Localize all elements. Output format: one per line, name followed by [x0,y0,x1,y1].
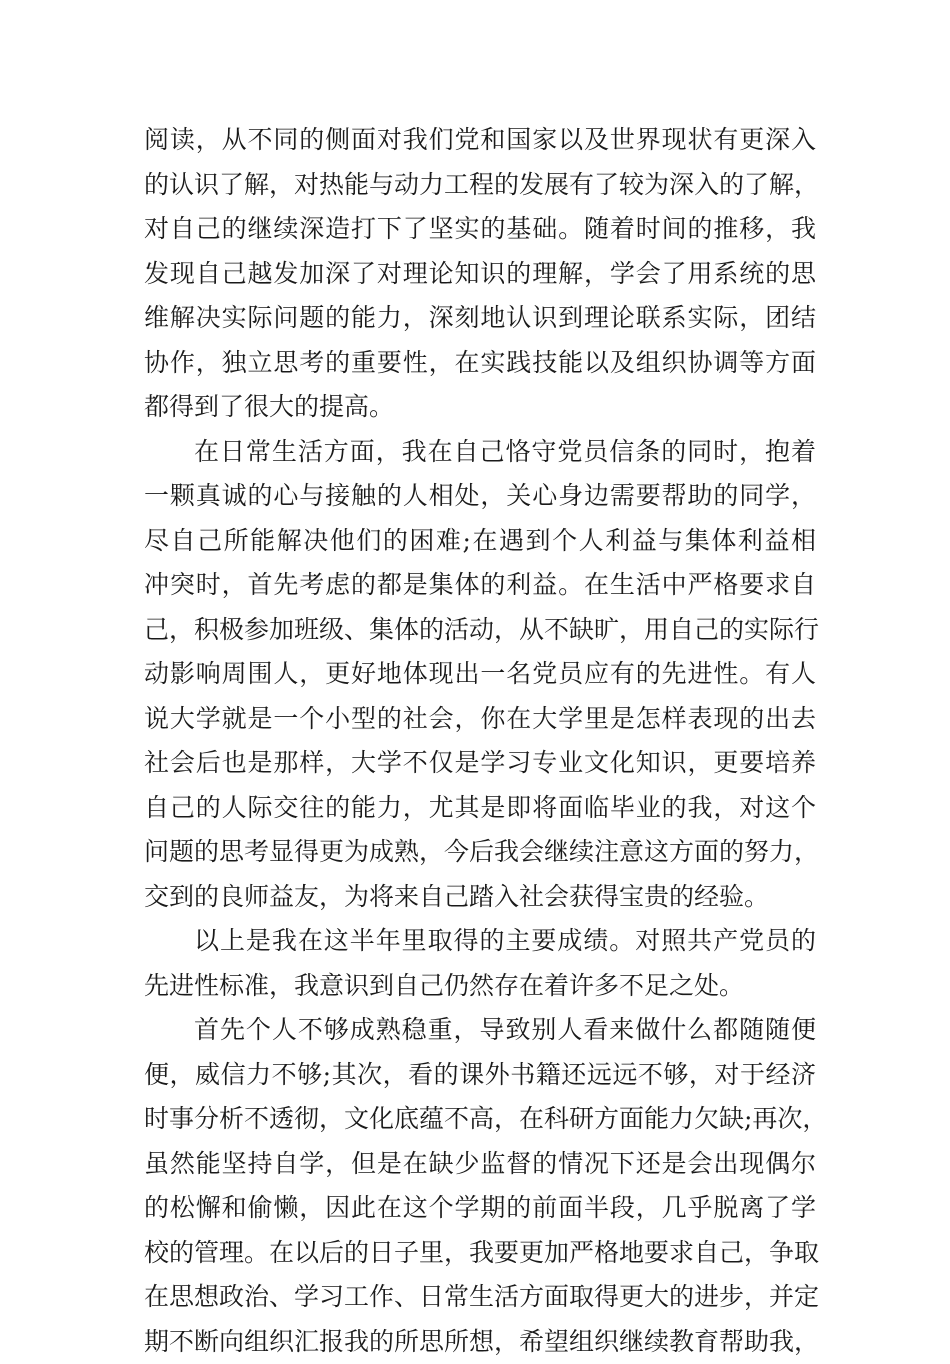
text-line: 对自己的继续深造打下了坚实的基础。随着时间的推移，我 [144,207,816,252]
text-line: 交到的良师益友，为将来自己踏入社会获得宝贵的经验。 [144,875,816,920]
text-line: 在思想政治、学习工作、日常生活方面取得更大的进步，并定 [144,1275,816,1320]
text-line: 期不断向组织汇报我的所思所想，希望组织继续教育帮助我， [144,1320,816,1364]
text-line: 发现自己越发加深了对理论知识的理解，学会了用系统的思 [144,252,816,297]
document-body [144,118,816,1364]
text-line: 自己的人际交往的能力，尤其是即将面临毕业的我，对这个 [144,786,816,831]
text-line: 冲突时，首先考虑的都是集体的利益。在生活中严格要求自 [144,563,816,608]
text-line: 的认识了解，对热能与动力工程的发展有了较为深入的了解， [144,163,816,208]
text-line: 协作，独立思考的重要性，在实践技能以及组织协调等方面 [144,341,816,386]
text-line: 都得到了很大的提高。 [144,385,816,430]
text-line: 问题的思考显得更为成熟，今后我会继续注意这方面的努力， [144,830,816,875]
text-line: 说大学就是一个小型的社会，你在大学里是怎样表现的出去 [144,697,816,742]
text-line: 先进性标准，我意识到自己仍然存在着许多不足之处。 [144,964,816,1009]
text-line: 虽然能坚持自学，但是在缺少监督的情况下还是会出现偶尔 [144,1142,816,1187]
text-line: 首先个人不够成熟稳重，导致别人看来做什么都随随便 [144,1008,816,1053]
text-line: 一颗真诚的心与接触的人相处，关心身边需要帮助的同学， [144,474,816,519]
text-line: 校的管理。在以后的日子里，我要更加严格地要求自己，争取 [144,1231,816,1276]
text-line: 己，积极参加班级、集体的活动，从不缺旷，用自己的实际行 [144,608,816,653]
text-line: 阅读，从不同的侧面对我们党和国家以及世界现状有更深入 [144,118,816,163]
text-line: 以上是我在这半年里取得的主要成绩。对照共产党员的 [144,919,816,964]
text-line: 时事分析不透彻，文化底蕴不高，在科研方面能力欠缺;再次， [144,1097,816,1142]
text-line: 在日常生活方面，我在自己恪守党员信条的同时，抱着 [144,430,816,475]
text-line: 尽自己所能解决他们的困难;在遇到个人利益与集体利益相 [144,519,816,564]
text-line: 便，威信力不够;其次，看的课外书籍还远远不够，对于经济 [144,1053,816,1098]
text-line: 动影响周围人，更好地体现出一名党员应有的先进性。有人 [144,652,816,697]
text-line: 维解决实际问题的能力，深刻地认识到理论联系实际，团结 [144,296,816,341]
text-line: 的松懈和偷懒，因此在这个学期的前面半段，几乎脱离了学 [144,1186,816,1231]
text-line: 社会后也是那样，大学不仅是学习专业文化知识，更要培养 [144,741,816,786]
